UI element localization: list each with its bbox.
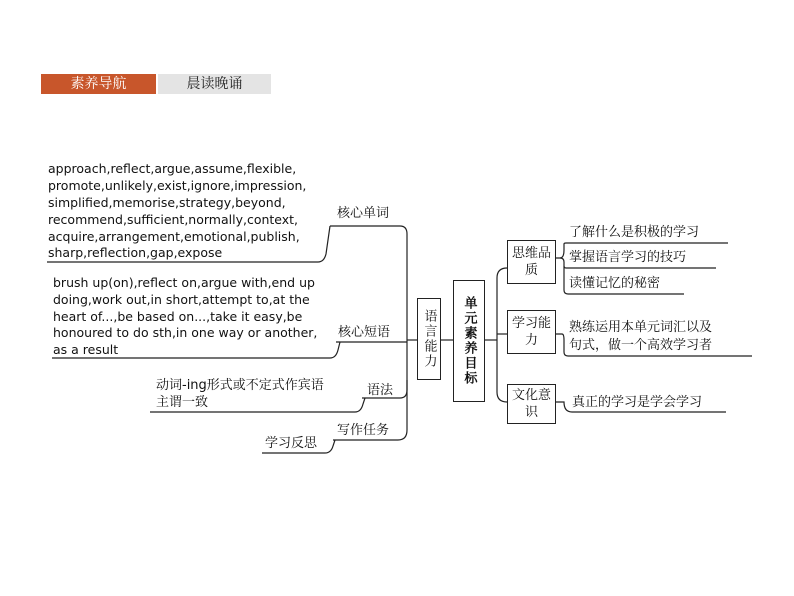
writing-label: 写作任务 — [337, 423, 390, 438]
thinking-quality-box: 思维品质 — [507, 240, 556, 284]
cultural-awareness-box: 文化意识 — [507, 384, 556, 424]
thinking-item: 掌握语言学习的技巧 — [569, 250, 687, 265]
thinking-item: 了解什么是积极的学习 — [569, 225, 700, 240]
grammar-line: 动词-ing形式或不定式作宾语 — [156, 378, 324, 393]
grammar-label: 语法 — [367, 383, 394, 398]
writing-item: 学习反思 — [265, 436, 318, 451]
phrase-line: as a result — [53, 342, 119, 357]
tab-chen-du-wan-song[interactable]: 晨读晚诵 — [158, 74, 271, 94]
vocab-line: approach,reflect,argue,assume,flexible, — [48, 161, 297, 176]
phrase-line: brush up(on),reflect on,argue with,end up — [53, 275, 315, 290]
learning-ability-box: 学习能力 — [507, 310, 556, 354]
tab-su-yang-dao-hang[interactable]: 素养导航 — [41, 74, 156, 94]
connector-vocab-label — [330, 226, 407, 300]
phrase-label: 核心短语 — [338, 325, 391, 340]
thinking-item: 读懂记忆的秘密 — [569, 276, 661, 291]
phrase-line: heart of...,be based on...,take it easy,be — [53, 309, 303, 324]
language-ability-box: 语言能力 — [417, 298, 441, 380]
vocab-line: recommend,sufficient,normally,context, — [48, 212, 299, 227]
connector-right-spine — [497, 268, 507, 402]
learning-line: 熟练运用本单元词汇以及 — [569, 320, 713, 335]
culture-item: 真正的学习是学会学习 — [572, 395, 703, 410]
vocab-line: sharp,reflection,gap,expose — [48, 245, 223, 260]
vocab-line: acquire,arrangement,emotional,publish, — [48, 229, 300, 244]
grammar-line: 主谓一致 — [156, 395, 209, 410]
vocab-label: 核心单词 — [337, 206, 390, 221]
unit-goal-box: 单元素养目标 — [453, 280, 485, 402]
phrase-line: doing,work out,in short,attempt to,at the — [53, 292, 310, 307]
vocab-line: promote,unlikely,exist,ignore,impression, — [48, 178, 307, 193]
vocab-line: simplified,memorise,strategy,beyond, — [48, 195, 286, 210]
phrase-line: honoured to do sth,in one way or another, — [53, 325, 318, 340]
learning-line: 句式，做一个高效学习者 — [569, 338, 713, 353]
